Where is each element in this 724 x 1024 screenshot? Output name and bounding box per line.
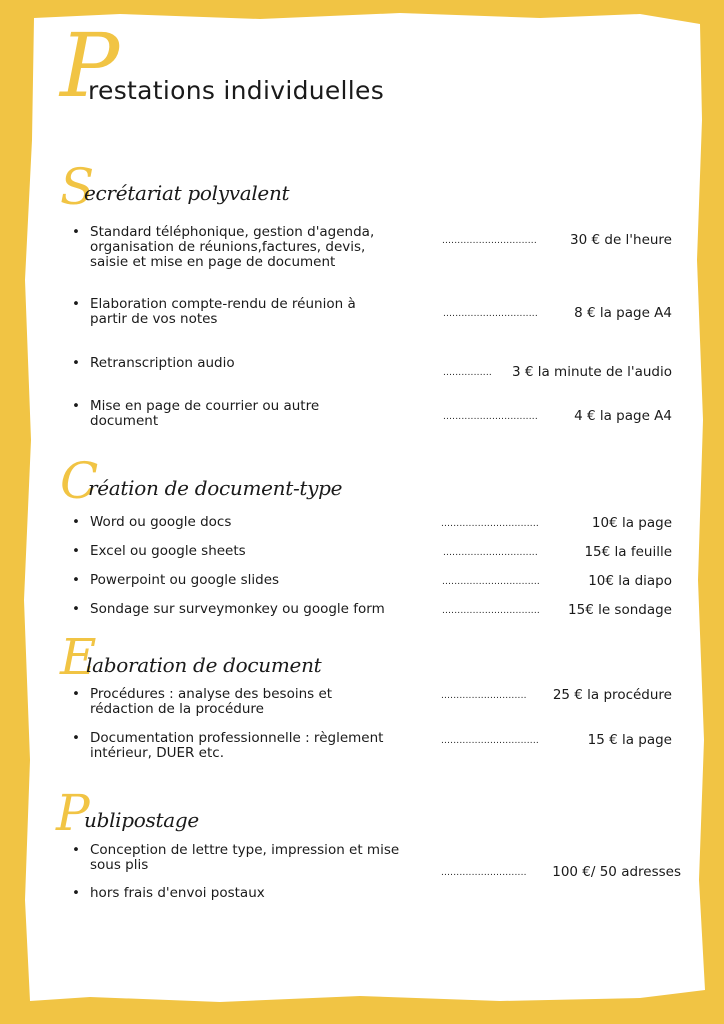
section-title: réation de document-type (88, 476, 343, 500)
price: 8 € la page A4 (574, 305, 672, 321)
price: 10€ la diapo (588, 573, 672, 589)
bullet-icon: • (72, 296, 80, 312)
bullet-icon: • (72, 355, 80, 371)
leader-dots: ............................ (441, 868, 527, 878)
leader-dots: ................................ (442, 577, 540, 587)
leader-dots: ............................... (443, 548, 538, 558)
list-item: • Excel ou google sheets (72, 543, 246, 559)
price: 15 € la page (587, 732, 672, 748)
price: 30 € de l'heure (570, 232, 672, 248)
leader-dots: ................................ (442, 606, 540, 616)
price: 25 € la procédure (552, 687, 672, 703)
list-item: • Documentation professionnelle : règlement intérieur, DUER etc. (72, 730, 384, 761)
section-initial: S (60, 158, 95, 216)
bullet-icon: • (72, 601, 80, 617)
bullet-icon: • (72, 398, 80, 414)
section-title: ecrétariat polyvalent (84, 181, 290, 205)
list-item: • Word ou google docs (72, 514, 232, 530)
leader-dots: ............................... (443, 309, 538, 319)
page-title: restations individuelles (88, 76, 385, 105)
list-item: • Standard téléphonique, gestion d'agenda, organisation de réunions,factures, devis, saisie et mise en page de document (72, 224, 375, 270)
bullet-icon: • (72, 842, 80, 858)
section-title: laboration de document (86, 653, 322, 677)
leader-dots: ................ (443, 368, 492, 378)
list-item: • Sondage sur surveymonkey ou google form (72, 601, 385, 617)
bullet-icon: • (72, 224, 80, 240)
bullet-icon: • (72, 572, 80, 588)
section-initial: P (56, 784, 90, 842)
bullet-icon: • (72, 543, 80, 559)
list-item: • Mise en page de courrier ou autre document (72, 398, 320, 429)
list-item: • hors frais d'envoi postaux (72, 885, 265, 901)
price: 4 € la page A4 (574, 408, 672, 424)
title-initial: P (60, 14, 120, 117)
price: 15€ la feuille (584, 544, 672, 560)
price: 3 € la minute de l'audio (511, 364, 672, 380)
leader-dots: ............................ (441, 691, 527, 701)
list-item: • Conception de lettre type, impression et mise sous plis (72, 842, 400, 873)
list-item: • Elaboration compte-rendu de réunion à partir de vos notes (72, 296, 356, 327)
price: 100 €/ 50 adresses (552, 864, 681, 880)
leader-dots: ................................ (441, 519, 539, 529)
price: 10€ la page (591, 515, 672, 531)
section-initial: E (60, 628, 97, 686)
bullet-icon: • (72, 514, 80, 530)
section-initial: C (60, 452, 99, 510)
bullet-icon: • (72, 730, 80, 746)
leader-dots: ............................... (443, 412, 538, 422)
leader-dots: ............................... (442, 236, 537, 246)
leader-dots: ................................ (441, 736, 539, 746)
section-title: ublipostage (84, 808, 199, 832)
list-item: • Powerpoint ou google slides (72, 572, 280, 588)
bullet-icon: • (72, 885, 80, 901)
list-item: • Procédures : analyse des besoins et rédaction de la procédure (72, 686, 333, 717)
bullet-icon: • (72, 686, 80, 702)
list-item: • Retranscription audio (72, 355, 235, 371)
price: 15€ le sondage (568, 602, 672, 618)
